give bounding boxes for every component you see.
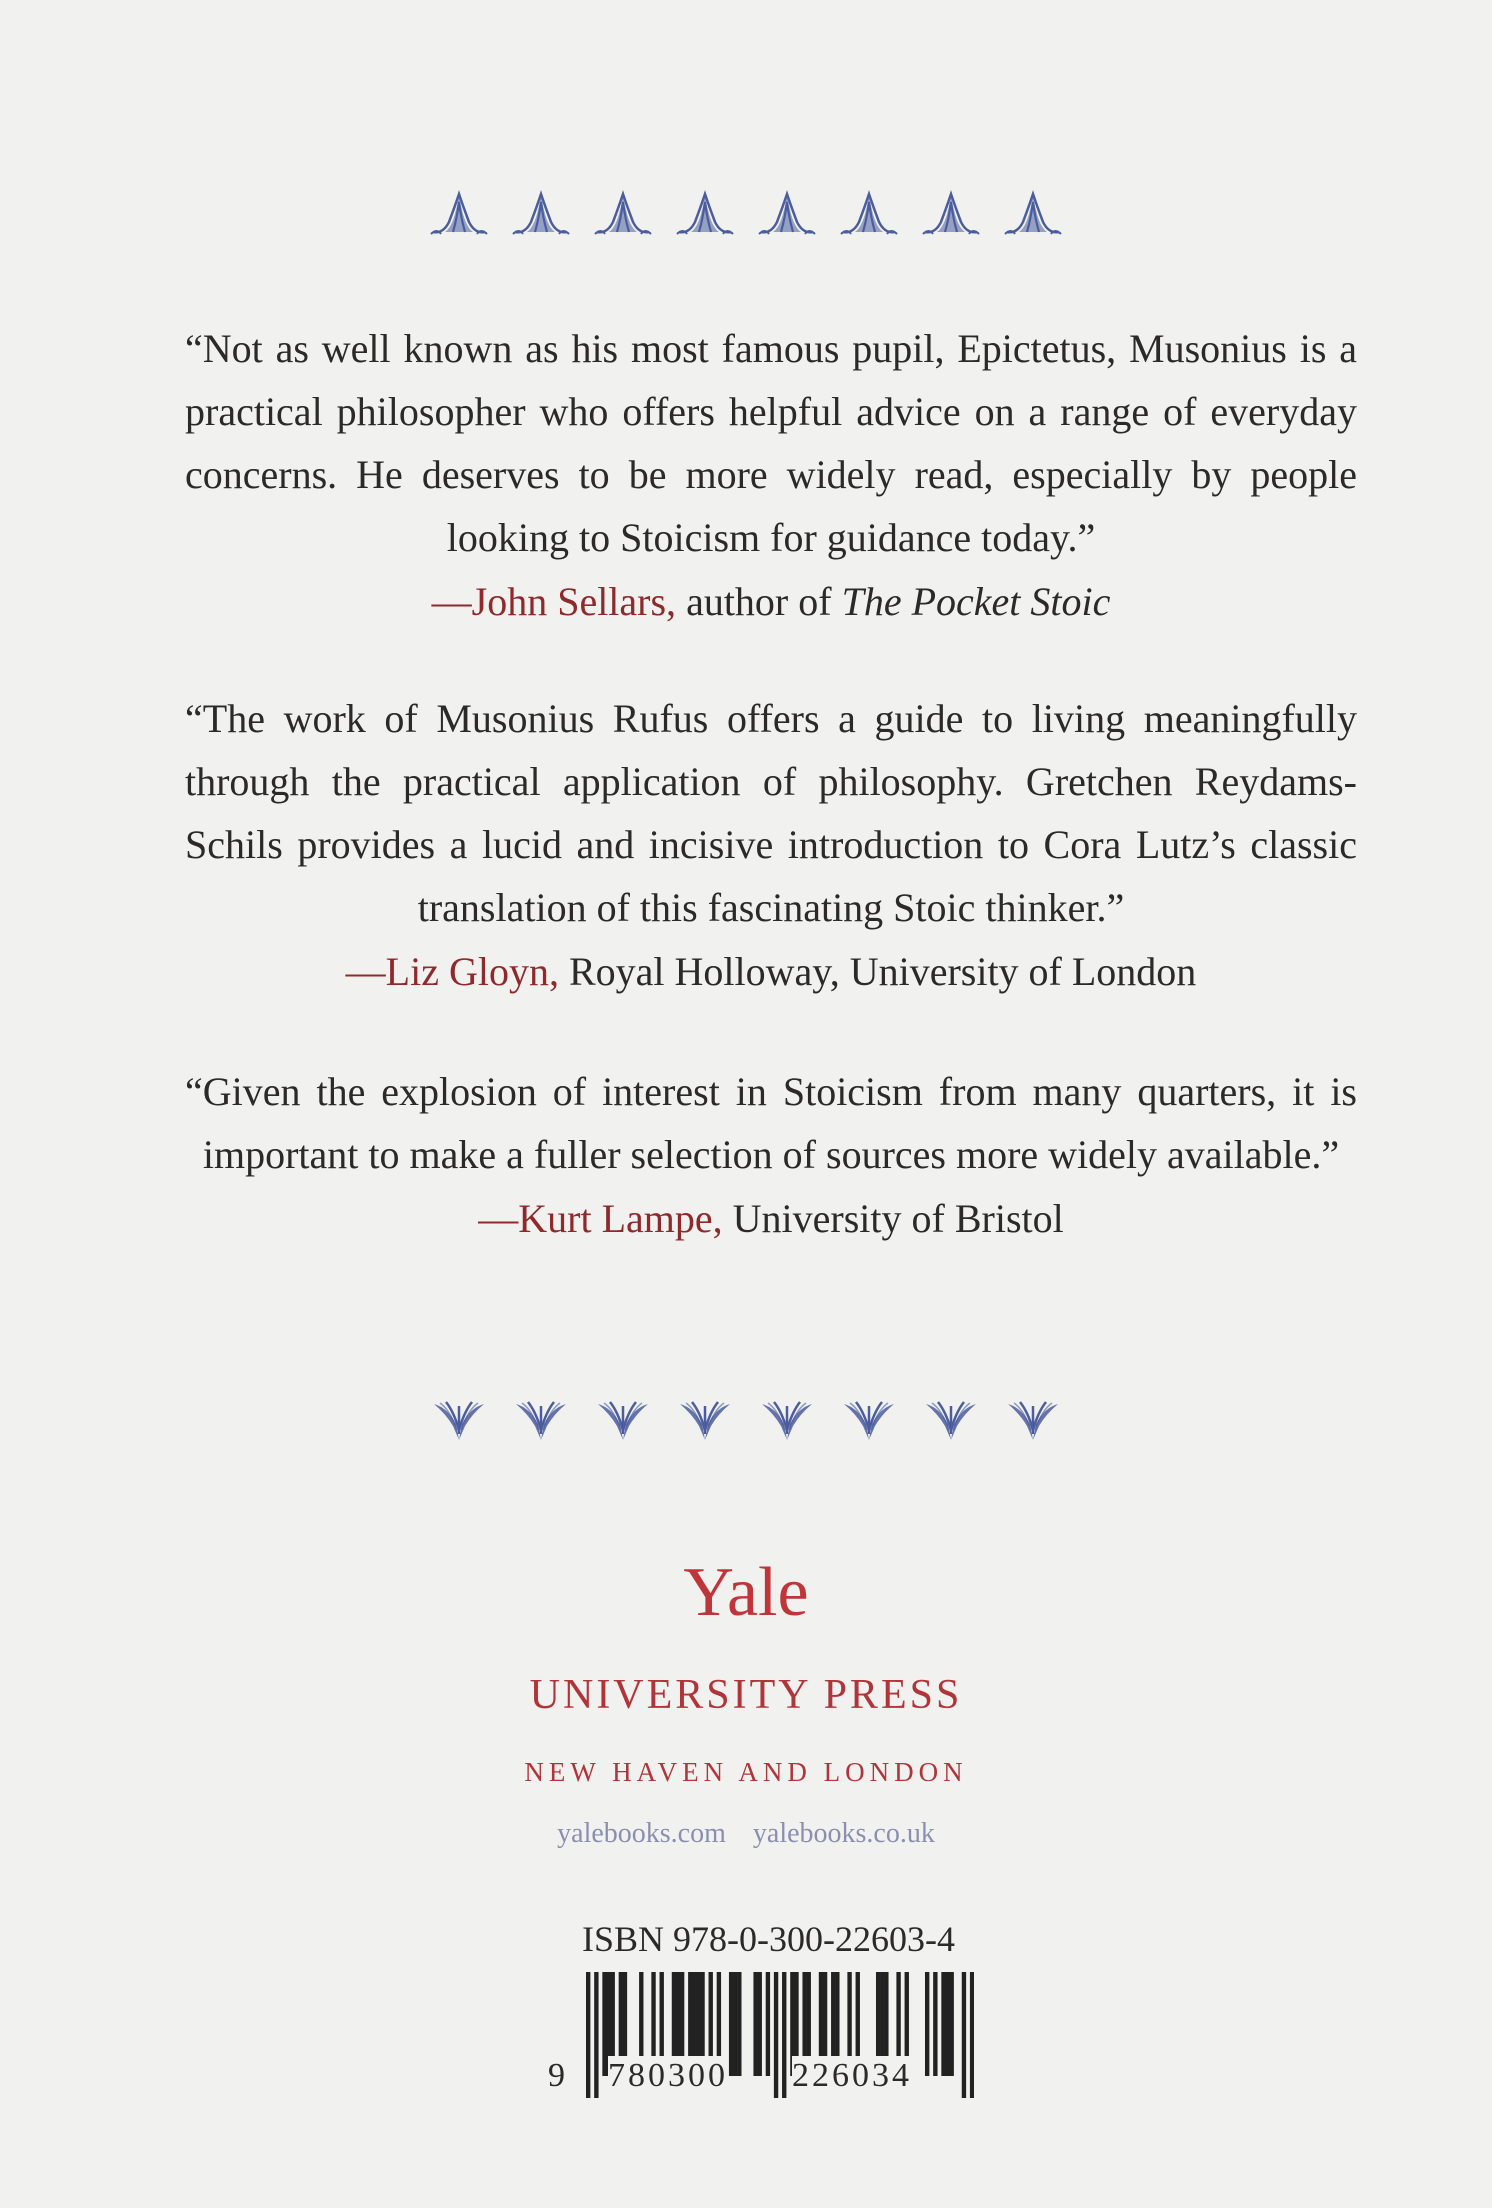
attribution-dash: — [345, 949, 386, 994]
blurb-quote: “Not as well known as his most famous pupil, Epictetus, Musonius is a practical philosopher who offers helpful advice on a range of everyday concerns. He deserves to be more widely read, especially by people looking to Stoicism for guidance today.” [185, 326, 1357, 560]
attribution-affiliation: author of [676, 579, 842, 624]
lotus-bud-icon [1003, 188, 1063, 240]
papyrus-flower-icon [924, 1400, 978, 1444]
blurb-quote: “Given the explosion of interest in Stoicism from many quarters, it is important to make a fuller selection of sources more widely available.” [185, 1069, 1357, 1177]
website-uk[interactable]: yalebooks.co.uk [752, 1818, 935, 1849]
lotus-bud-icon [757, 188, 817, 240]
lotus-bud-icon [429, 188, 489, 240]
papyrus-flower-icon [432, 1400, 486, 1444]
blurb-quote: “The work of Musonius Rufus offers a guide to living meaningfully through the practical application of philosophy. Gretchen Reydams-Schils provides a lucid and incisive introduction to Cora Lutz’s classic translation of this fascinating Stoic thinker.” [185, 696, 1357, 930]
publisher-location: NEW HAVEN AND LONDON [524, 1757, 968, 1787]
blurb-gloyn [185, 687, 1357, 1003]
blurb-lampe [185, 1060, 1357, 1250]
lotus-bud-icon [511, 188, 571, 240]
isbn-label: ISBN 978-0-300-22603-4 [582, 1919, 955, 1959]
attribution-affiliation: University of Bristol [722, 1196, 1064, 1241]
top-ornament-row [0, 188, 1492, 240]
papyrus-flower-icon [842, 1400, 896, 1444]
publisher-websites [0, 1818, 1492, 1850]
attribution-work-title: The Pocket Stoic [841, 579, 1111, 624]
website-us[interactable]: yalebooks.com [557, 1818, 726, 1849]
papyrus-flower-icon [514, 1400, 568, 1444]
attribution-dash: — [431, 579, 472, 624]
attribution-name: Liz Gloyn, [385, 949, 559, 994]
attribution-dash: — [478, 1196, 519, 1241]
blurb-attribution [185, 570, 1357, 633]
papyrus-flower-icon [760, 1400, 814, 1444]
lotus-bud-icon [593, 188, 653, 240]
barcode-lead-digit: 9 [548, 2057, 565, 2094]
blurb-attribution [185, 1187, 1357, 1250]
lotus-bud-icon [839, 188, 899, 240]
blurb-sellars [185, 317, 1357, 633]
papyrus-flower-icon [678, 1400, 732, 1444]
barcode-digits [546, 2056, 986, 2096]
papyrus-flower-icon [596, 1400, 650, 1444]
blurb-attribution [185, 940, 1357, 1003]
publisher-name: UNIVERSITY PRESS [529, 1672, 963, 1718]
attribution-name: Kurt Lampe, [518, 1196, 723, 1241]
barcode-digits-left: 780300 [608, 2057, 728, 2094]
barcode-digits-right: 226034 [792, 2057, 912, 2094]
attribution-name: John Sellars, [471, 579, 677, 624]
lotus-bud-icon [675, 188, 735, 240]
attribution-affiliation: Royal Holloway, University of London [558, 949, 1197, 994]
papyrus-flower-icon [1006, 1400, 1060, 1444]
publisher-logo: Yale [683, 1554, 809, 1631]
lotus-bud-icon [921, 188, 981, 240]
bottom-ornament-row [0, 1400, 1492, 1444]
